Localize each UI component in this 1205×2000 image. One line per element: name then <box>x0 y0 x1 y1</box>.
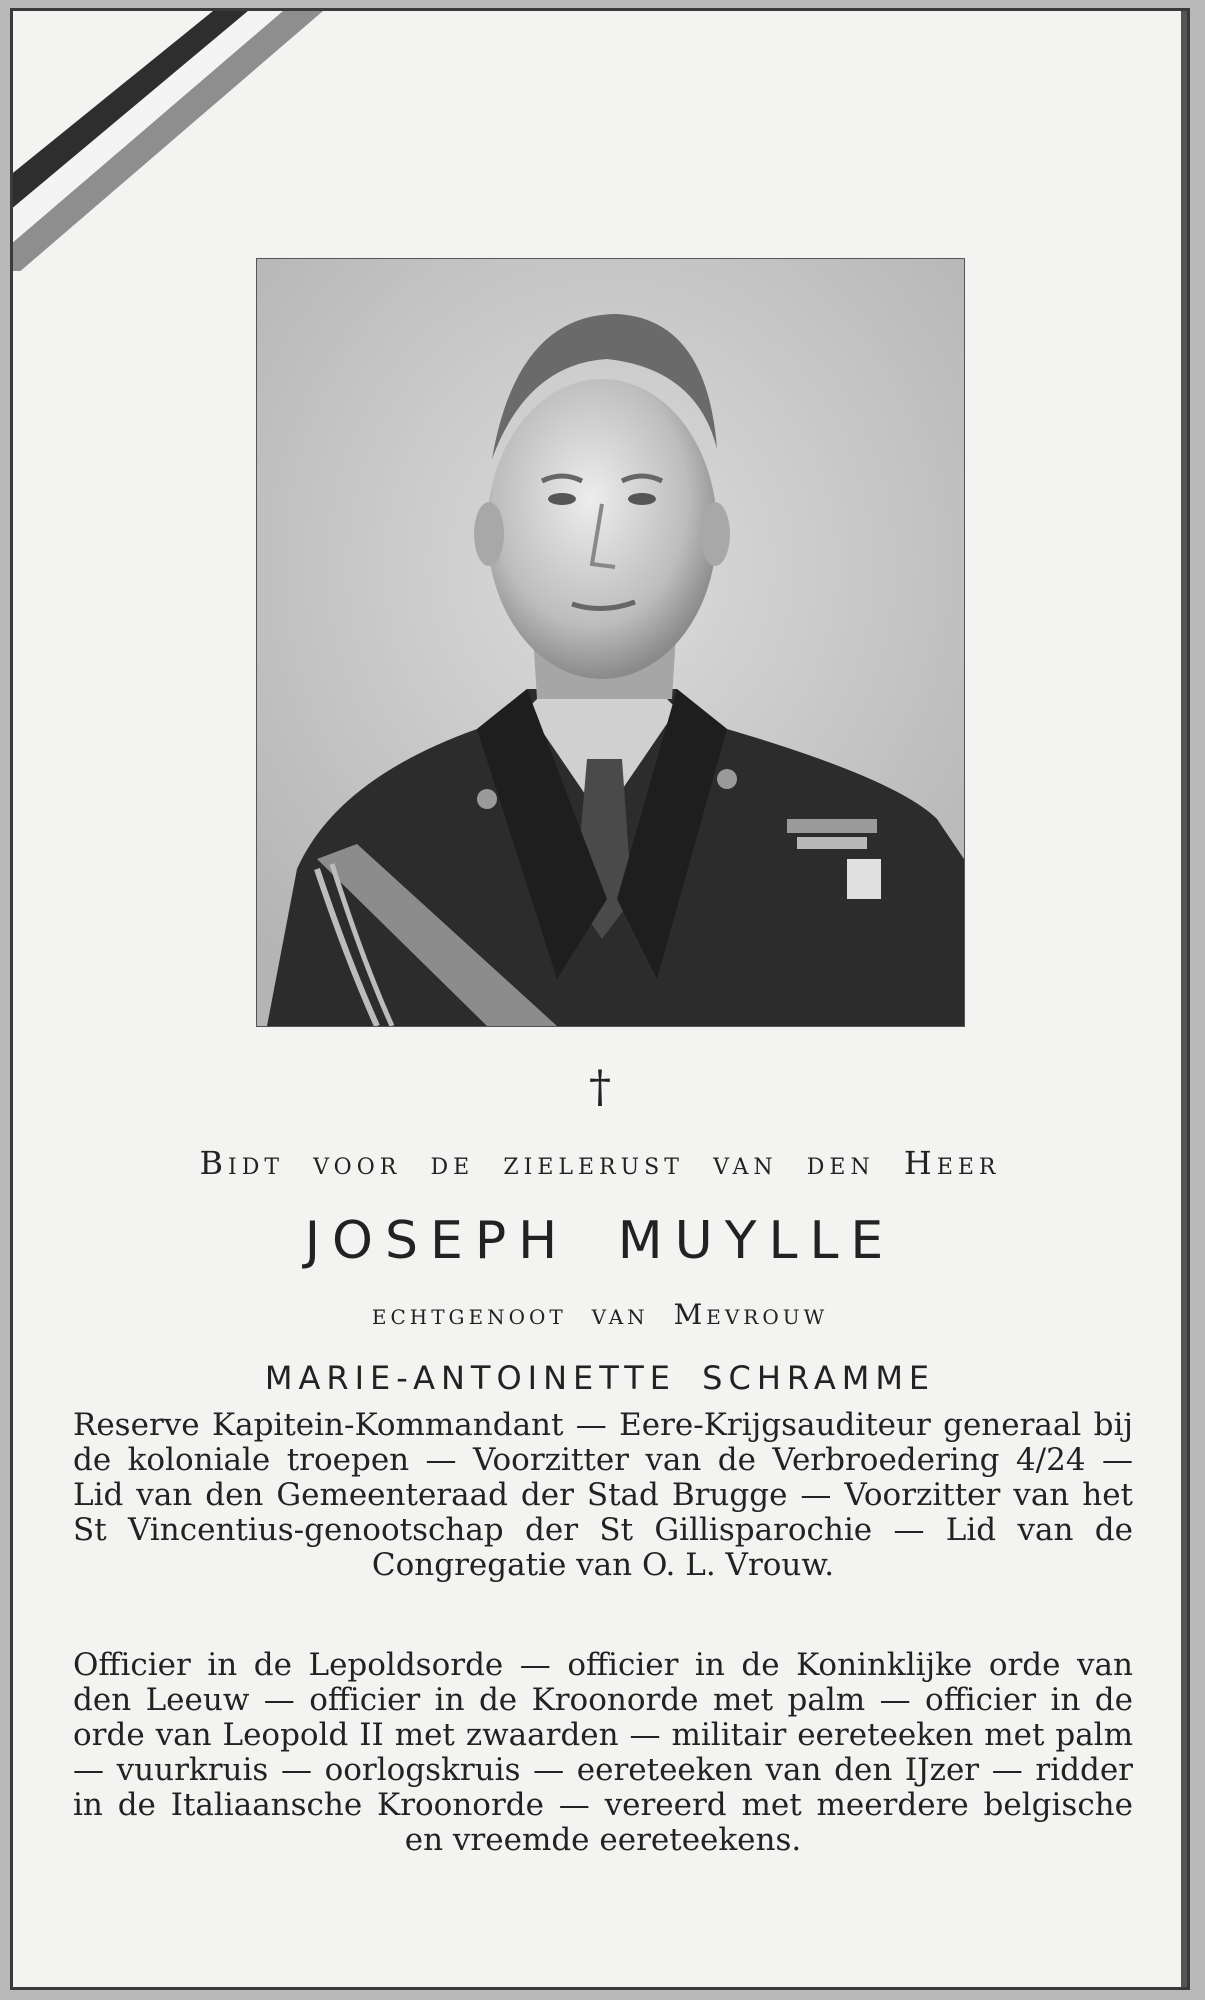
spouse-name: MARIE-ANTOINETTE SCHRAMME <box>264 1359 936 1397</box>
deceased-name: JOSEPH MUYLLE <box>304 1211 896 1271</box>
cross-symbol: † <box>589 1062 611 1113</box>
functions-paragraph: Reserve Kapitein-Kommandant — Eere-Krijgsauditeur generaal bij de koloniale troepen — Voorzitter van de Verbroedering 4/24 — Lid van den Gemeenteraad der Stad Brugge — Voorzitter van het St Vincentius-genootschap der St Gillisparochie — Lid van de Congregatie van O. L. Vrouw. <box>73 1407 1133 1583</box>
memorial-card <box>10 8 1190 1990</box>
portrait-photo <box>256 258 965 1027</box>
prayer-line: Bidt voor de zielerust van den Heer <box>199 1144 1001 1182</box>
mourning-ribbon <box>10 11 323 271</box>
honours-paragraph: Officier in de Lepoldsorde — officier in de Koninklijke orde van den Leeuw — officier in de Kroonorde met palm — officier in de orde van Leopold II met zwaarden — militair eereteeken met palm — vuurkruis — oorlogskruis — eereteeken van den IJzer — ridder in de Italiaansche Kroonorde — vereerd met meerdere belgische en vreemde eereteekens. <box>73 1647 1133 1858</box>
card-edge-shadow <box>1181 11 1187 1987</box>
spouse-intro: echtgenoot van Mevrouw <box>371 1298 829 1331</box>
